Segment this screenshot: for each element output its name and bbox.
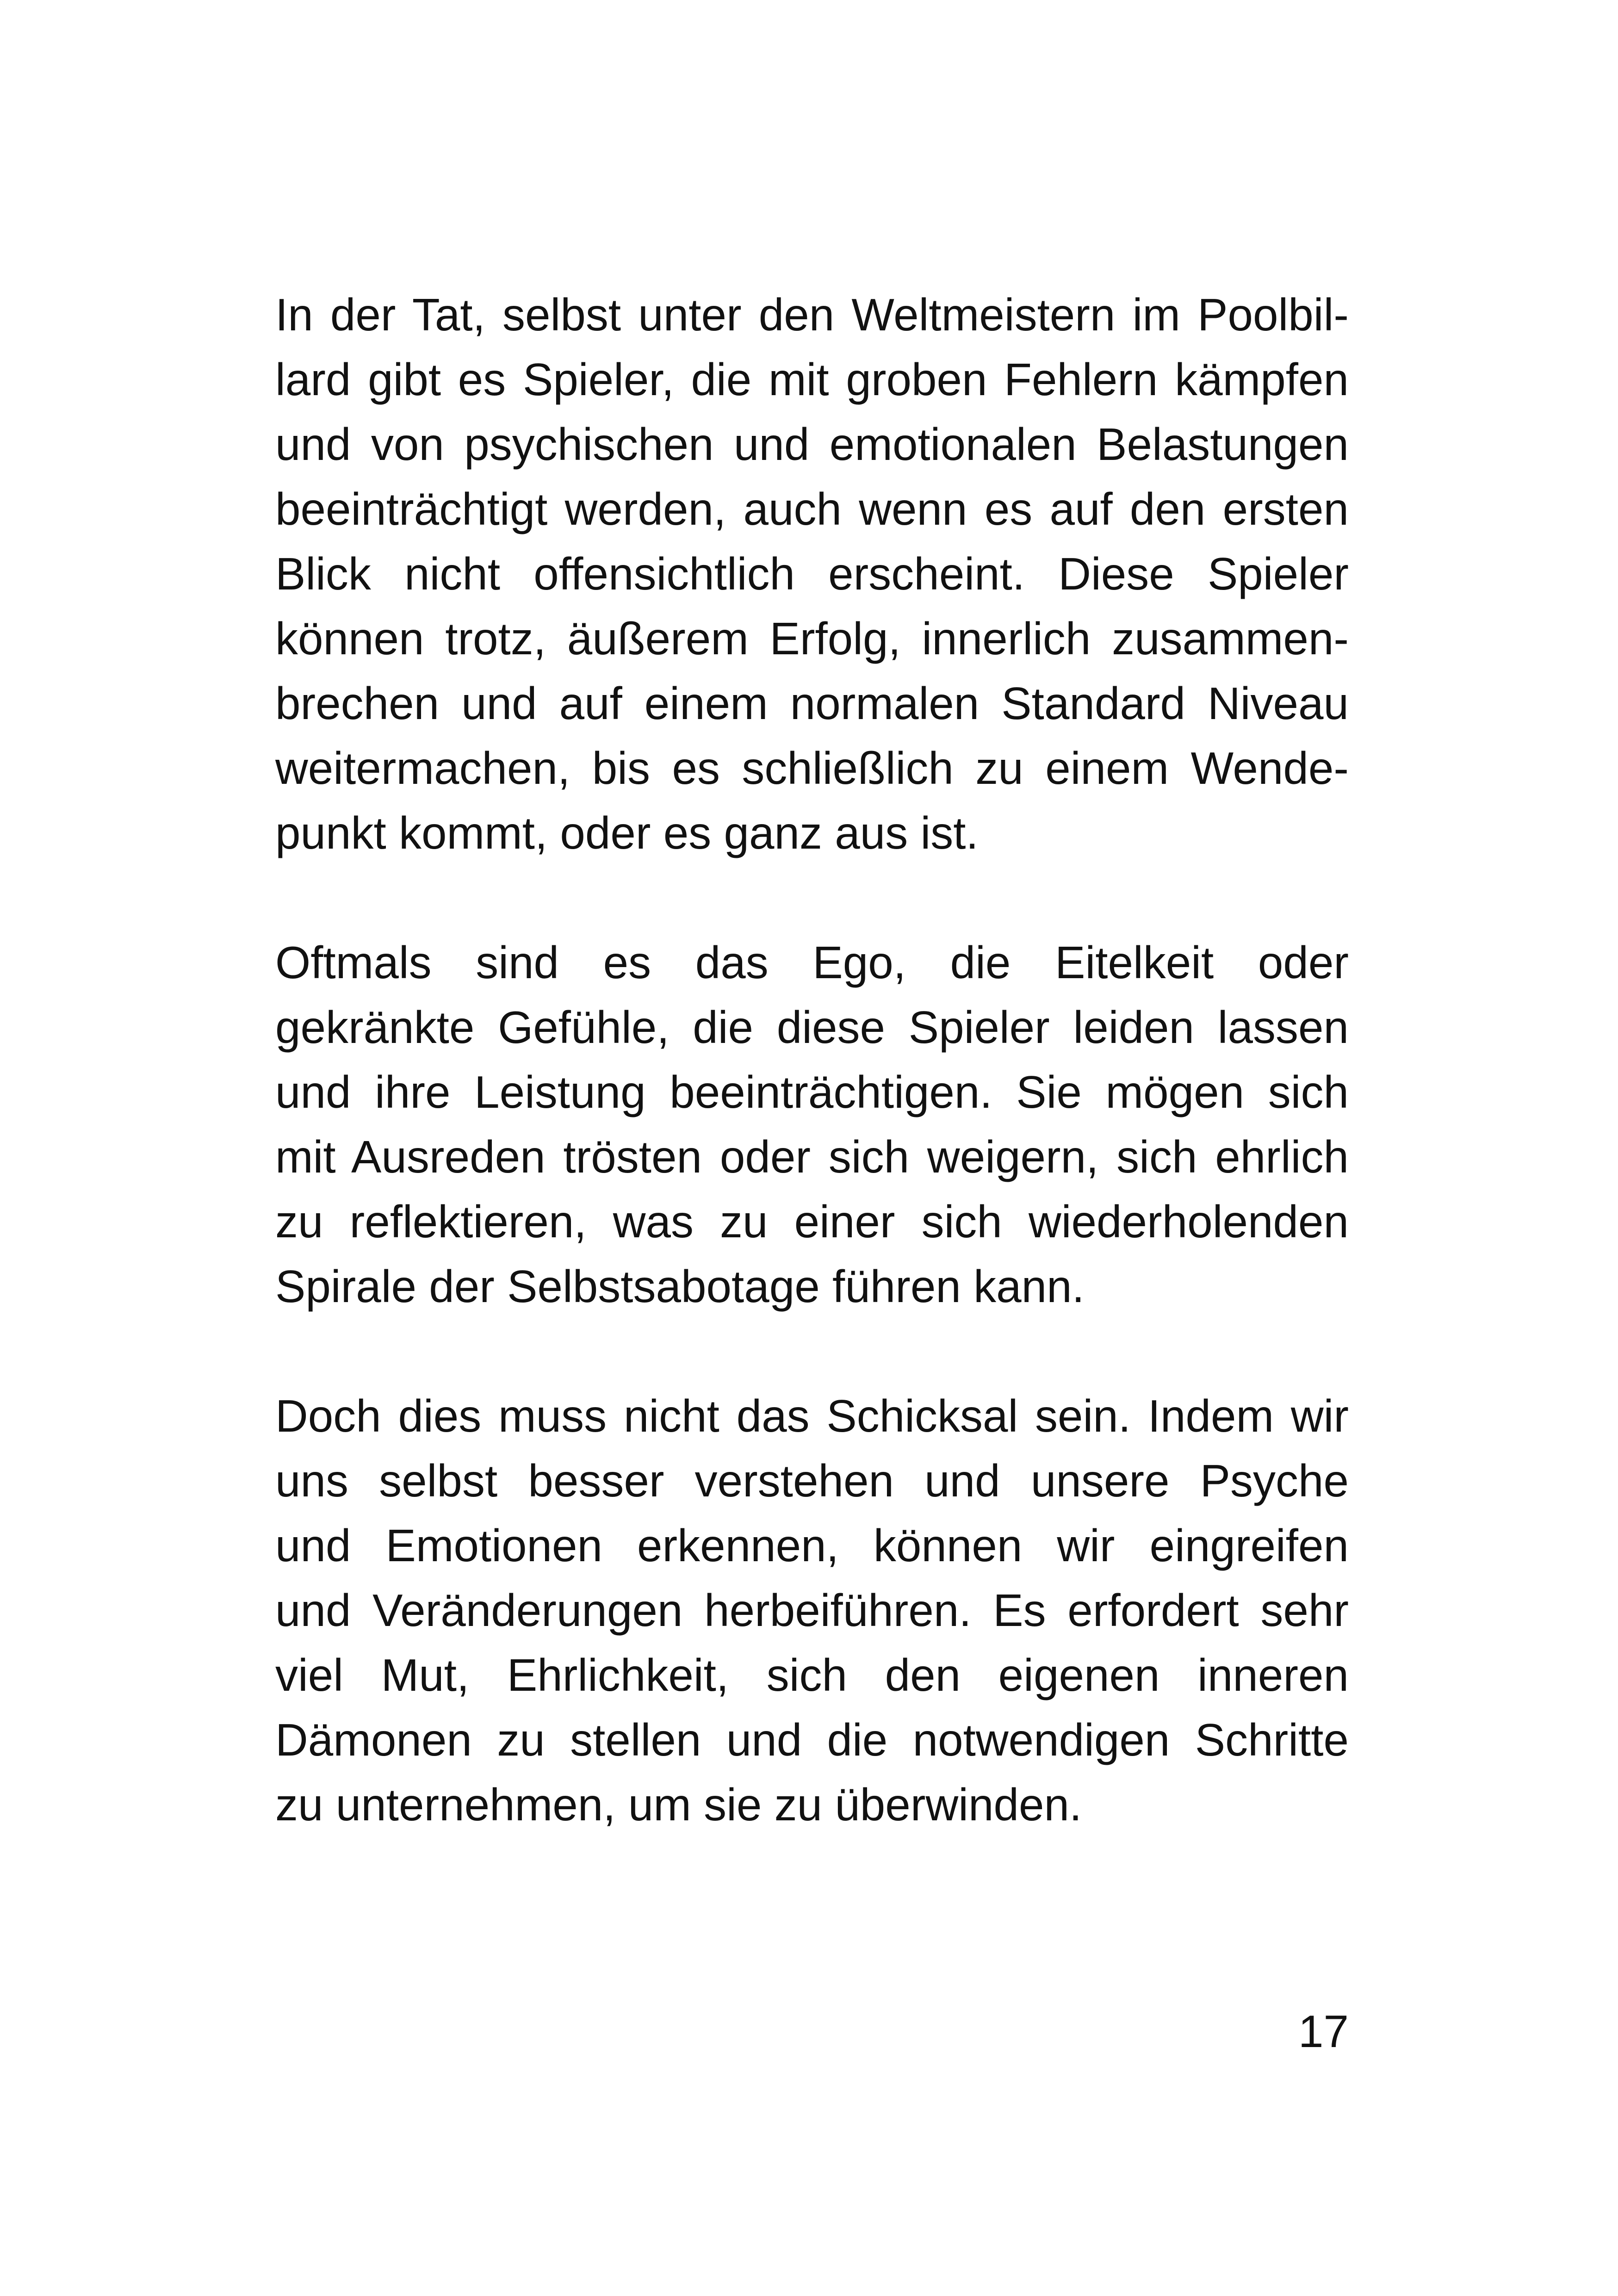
- paragraph-1: [275, 282, 1349, 865]
- text-line: zu reflektieren, was zu einer sich wiederholenden: [275, 1196, 1349, 1247]
- text-line: und ihre Leistung beeinträchtigen. Sie mögen sich: [275, 1067, 1349, 1117]
- text-line: Spirale der Selbstsabotage führen kann.: [275, 1261, 1085, 1312]
- text-line: mit Ausreden trösten oder sich weigern, sich ehrlich: [275, 1131, 1349, 1182]
- paragraph-spacer: [275, 1319, 1349, 1384]
- text-line: weitermachen, bis es schließlich zu einem Wende-: [275, 743, 1349, 794]
- text-line: brechen und auf einem normalen Standard Niveau: [275, 678, 1349, 729]
- text-line: In der Tat, selbst unter den Weltmeistern im Poolbil-: [275, 289, 1349, 340]
- paragraph-2: [275, 930, 1349, 1319]
- text-line: Oftmals sind es das Ego, die Eitelkeit oder: [275, 937, 1349, 988]
- paragraph-spacer: [275, 865, 1349, 930]
- body-text: [275, 282, 1349, 1837]
- page-number: 17: [1298, 2006, 1349, 2057]
- paragraph-3: [275, 1384, 1349, 1837]
- text-line: zu unternehmen, um sie zu überwinden.: [275, 1779, 1082, 1830]
- text-line: lard gibt es Spieler, die mit groben Fehlern kämpfen: [275, 354, 1349, 405]
- text-line: und Emotionen erkennen, können wir eingreifen: [275, 1520, 1349, 1571]
- text-line: Dämonen zu stellen und die notwendigen Schritte: [275, 1714, 1349, 1765]
- text-line: gekränkte Gefühle, die diese Spieler leiden lassen: [275, 1002, 1349, 1053]
- text-line: beeinträchtigt werden, auch wenn es auf den ersten: [275, 484, 1349, 534]
- text-line: viel Mut, Ehrlichkeit, sich den eigenen inneren: [275, 1650, 1349, 1700]
- text-line: punkt kommt, oder es ganz aus ist.: [275, 807, 979, 858]
- text-line: Blick nicht offensichtlich erscheint. Diese Spieler: [275, 548, 1349, 599]
- text-line: können trotz, äußerem Erfolg, innerlich zusammen-: [275, 613, 1349, 664]
- text-line: und Veränderungen herbeiführen. Es erfordert sehr: [275, 1585, 1349, 1636]
- text-line: und von psychischen und emotionalen Belastungen: [275, 419, 1349, 470]
- text-line: uns selbst besser verstehen und unsere Psyche: [275, 1455, 1349, 1506]
- text-line: Doch dies muss nicht das Schicksal sein. Indem wir: [275, 1390, 1349, 1441]
